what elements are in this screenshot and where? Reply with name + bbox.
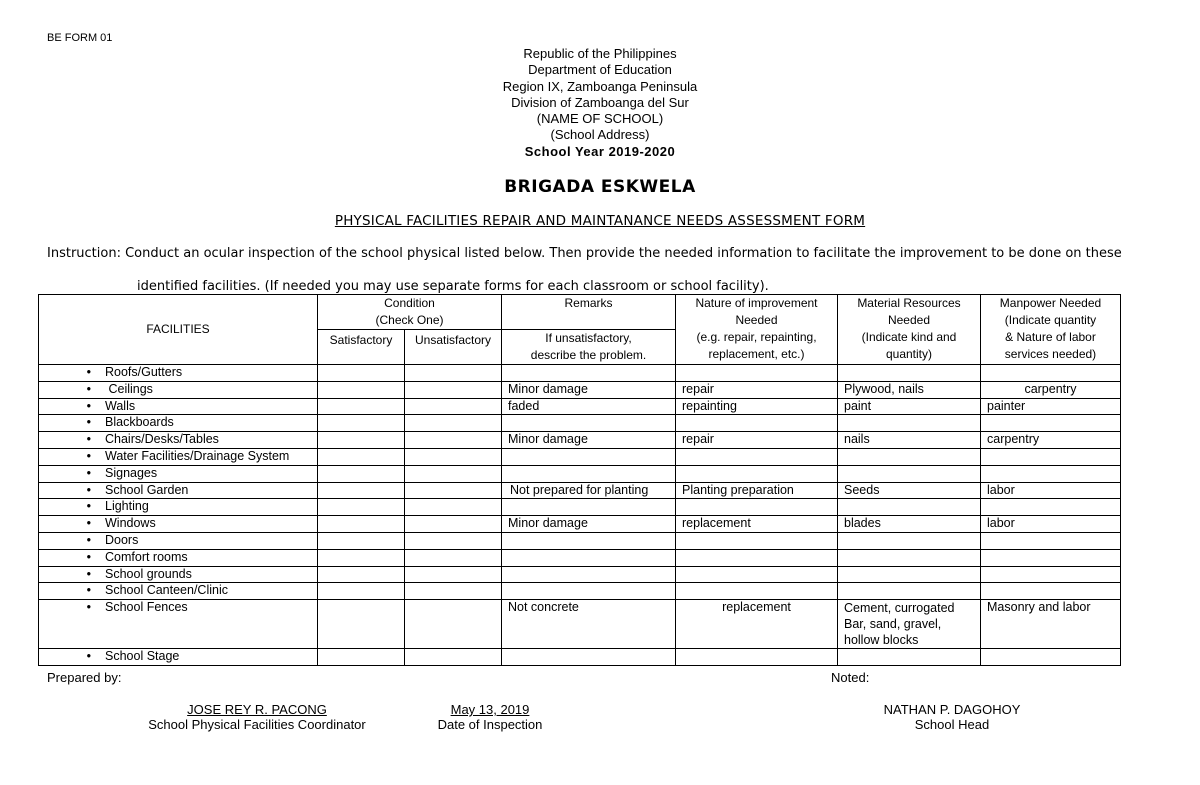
facility-name: School Garden <box>105 482 189 497</box>
nature-header-line: Nature of improvement <box>695 296 818 310</box>
satisfactory-cell[interactable] <box>318 381 405 398</box>
unsatisfactory-cell[interactable] <box>405 532 502 549</box>
table-row <box>39 549 1121 566</box>
unsatisfactory-cell[interactable] <box>405 365 502 382</box>
nature-header-line: Needed <box>735 313 778 327</box>
nature-cell[interactable]: repair <box>676 432 838 449</box>
manpower-cell[interactable] <box>981 532 1121 549</box>
nature-cell[interactable]: Planting preparation <box>676 482 838 499</box>
bullet: • <box>86 465 91 480</box>
unsatisfactory-cell[interactable] <box>405 415 502 432</box>
remarks-cell[interactable] <box>502 549 676 566</box>
bullet: • <box>86 532 91 547</box>
nature-cell[interactable] <box>676 465 838 482</box>
facility-name: School Stage <box>105 649 180 664</box>
table-row <box>39 415 1121 432</box>
manpower-cell[interactable]: carpentry <box>981 381 1121 398</box>
satisfactory-cell[interactable] <box>318 600 405 649</box>
remarks-cell[interactable]: Not prepared for planting <box>502 482 676 499</box>
noted-label: Noted: <box>831 670 870 685</box>
material-cell[interactable]: Cement, currogated Bar, sand, gravel, hollow blocks <box>838 600 981 649</box>
manpower-cell[interactable]: carpentry <box>981 432 1121 449</box>
facility-cell <box>39 415 318 432</box>
remarks-cell[interactable] <box>502 649 676 666</box>
assessment-table <box>38 294 1121 666</box>
unsatisfactory-cell[interactable] <box>405 499 502 516</box>
table-row <box>39 365 1121 382</box>
coordinator-title: School Physical Facilities Coordinator <box>148 717 366 732</box>
condition-header-sub: (Check One) <box>375 313 444 327</box>
form-subtitle: PHYSICAL FACILITIES REPAIR AND MAINTANANCE NEEDS ASSESSMENT FORM <box>334 213 866 229</box>
nature-header <box>676 295 838 365</box>
table-row <box>39 532 1121 549</box>
facility-cell <box>39 432 318 449</box>
nature-cell[interactable]: repair <box>676 381 838 398</box>
condition-header-label: Condition <box>384 296 435 310</box>
table-row <box>39 499 1121 516</box>
remarks-subheader-line: If unsatisfactory, <box>545 331 632 345</box>
facility-name: Chairs/Desks/Tables <box>105 432 219 447</box>
facility-name: Ceilings <box>105 381 153 396</box>
material-cell[interactable] <box>838 532 981 549</box>
manpower-cell[interactable] <box>981 566 1121 583</box>
school-head-signature <box>852 702 1052 732</box>
manpower-header-line: & Nature of labor <box>1005 330 1096 344</box>
bullet: • <box>86 381 91 396</box>
facility-cell <box>39 365 318 382</box>
nature-cell[interactable] <box>676 532 838 549</box>
nature-header-line: replacement, etc.) <box>708 347 805 361</box>
unsatisfactory-cell[interactable] <box>405 465 502 482</box>
manpower-cell[interactable]: painter <box>981 398 1121 415</box>
table-row <box>39 482 1121 499</box>
manpower-header-line: (Indicate quantity <box>1004 313 1097 327</box>
bullet: • <box>86 499 91 514</box>
satisfactory-cell[interactable] <box>318 448 405 465</box>
table-row <box>39 566 1121 583</box>
manpower-cell[interactable] <box>981 549 1121 566</box>
material-cell[interactable]: Plywood, nails <box>838 381 981 398</box>
remarks-cell[interactable] <box>502 566 676 583</box>
inspection-date-value: May 13, 2019 <box>450 702 530 717</box>
facilities-header: FACILITIES <box>39 295 318 365</box>
material-cell[interactable] <box>838 566 981 583</box>
facility-name: School grounds <box>105 566 192 581</box>
facility-name: Windows <box>105 516 156 531</box>
manpower-cell[interactable] <box>981 583 1121 600</box>
satisfactory-cell[interactable] <box>318 415 405 432</box>
satisfactory-cell[interactable] <box>318 432 405 449</box>
letterhead-line: Republic of the Philippines <box>523 46 677 61</box>
remarks-subheader-line: describe the problem. <box>530 348 647 362</box>
remarks-cell[interactable] <box>502 583 676 600</box>
facility-cell <box>39 549 318 566</box>
material-cell[interactable] <box>838 365 981 382</box>
satisfactory-cell[interactable] <box>318 649 405 666</box>
table-row <box>39 516 1121 533</box>
satisfactory-cell[interactable] <box>318 499 405 516</box>
satisfactory-header: Satisfactory <box>318 330 405 365</box>
material-cell[interactable]: paint <box>838 398 981 415</box>
facility-name: Comfort rooms <box>105 549 188 564</box>
remarks-cell[interactable] <box>502 365 676 382</box>
unsatisfactory-cell[interactable] <box>405 448 502 465</box>
material-header-line: quantity) <box>885 347 933 361</box>
facility-name: Walls <box>105 398 136 413</box>
material-header-line: (Indicate kind and <box>861 330 957 344</box>
letterhead-line: (NAME OF SCHOOL) <box>536 111 664 127</box>
satisfactory-cell[interactable] <box>318 532 405 549</box>
nature-cell[interactable] <box>676 365 838 382</box>
bullet: • <box>86 398 91 413</box>
unsatisfactory-cell[interactable] <box>405 549 502 566</box>
nature-cell[interactable]: replacement <box>676 600 838 649</box>
nature-cell[interactable] <box>676 583 838 600</box>
manpower-cell[interactable]: labor <box>981 516 1121 533</box>
coordinator-signature <box>137 702 377 732</box>
coordinator-name: JOSE REY R. PACONG <box>187 702 327 717</box>
remarks-cell[interactable] <box>502 532 676 549</box>
nature-cell[interactable]: replacement <box>676 516 838 533</box>
bullet: • <box>86 365 91 379</box>
manpower-cell[interactable] <box>981 499 1121 516</box>
remarks-header: Remarks <box>502 295 676 330</box>
nature-cell[interactable] <box>676 499 838 516</box>
nature-cell[interactable] <box>676 566 838 583</box>
inspection-date <box>420 702 560 732</box>
unsatisfactory-cell[interactable] <box>405 381 502 398</box>
unsatisfactory-cell[interactable] <box>405 398 502 415</box>
facility-cell <box>39 532 318 549</box>
unsatisfactory-cell[interactable] <box>405 600 502 649</box>
manpower-header <box>981 295 1121 365</box>
satisfactory-cell[interactable] <box>318 516 405 533</box>
table-row <box>39 583 1121 600</box>
facility-name: Lighting <box>105 499 149 514</box>
facility-cell <box>39 566 318 583</box>
manpower-header-line: services needed) <box>1004 347 1097 361</box>
material-header <box>838 295 981 365</box>
letterhead <box>0 46 1200 160</box>
unsatisfactory-cell[interactable] <box>405 566 502 583</box>
remarks-cell[interactable]: Minor damage <box>502 432 676 449</box>
bullet: • <box>86 415 91 430</box>
instruction-text-continued: identified facilities. (If needed you may use separate forms for each classroom or school facility). <box>137 279 769 294</box>
remarks-cell[interactable]: Minor damage <box>502 516 676 533</box>
form-title: BRIGADA ESKWELA <box>504 177 696 197</box>
form-id: BE FORM 01 <box>47 32 113 44</box>
school-year: School Year 2019-2020 <box>524 143 676 159</box>
manpower-cell[interactable] <box>981 448 1121 465</box>
remarks-cell[interactable]: Not concrete <box>502 600 676 649</box>
material-cell[interactable] <box>838 649 981 666</box>
bullet: • <box>86 566 91 581</box>
manpower-cell[interactable] <box>981 649 1121 666</box>
remarks-cell[interactable] <box>502 465 676 482</box>
nature-header-line: (e.g. repair, repainting, <box>696 330 817 344</box>
unsatisfactory-cell[interactable] <box>405 516 502 533</box>
material-header-line: Material Resources <box>857 296 961 310</box>
remarks-cell[interactable] <box>502 448 676 465</box>
school-head-title: School Head <box>914 717 990 732</box>
table-row <box>39 448 1121 465</box>
condition-header <box>318 295 502 330</box>
school-head-name: NATHAN P. DAGOHOY <box>883 702 1021 717</box>
remarks-cell[interactable]: faded <box>502 398 676 415</box>
facility-cell <box>39 499 318 516</box>
unsatisfactory-header: Unsatisfactory <box>405 330 502 365</box>
facility-cell <box>39 583 318 600</box>
facility-name: Signages <box>105 465 158 480</box>
letterhead-line: (School Address) <box>550 127 650 143</box>
facility-cell <box>39 381 318 398</box>
facility-cell <box>39 398 318 415</box>
satisfactory-cell[interactable] <box>318 398 405 415</box>
remarks-cell[interactable]: Minor damage <box>502 381 676 398</box>
nature-cell[interactable]: repainting <box>676 398 838 415</box>
letterhead-line: Region IX, Zamboanga Peninsula <box>502 78 698 94</box>
facility-cell <box>39 516 318 533</box>
material-cell[interactable]: nails <box>838 432 981 449</box>
remarks-cell[interactable] <box>502 415 676 432</box>
satisfactory-cell[interactable] <box>318 583 405 600</box>
facility-cell <box>39 448 318 465</box>
table-row <box>39 600 1121 649</box>
nature-cell[interactable] <box>676 649 838 666</box>
satisfactory-cell[interactable] <box>318 566 405 583</box>
facility-name: Blackboards <box>105 415 174 430</box>
table-row <box>39 649 1121 666</box>
satisfactory-cell[interactable] <box>318 482 405 499</box>
table-row <box>39 381 1121 398</box>
bullet: • <box>86 583 91 598</box>
material-cell[interactable]: Seeds <box>838 482 981 499</box>
letterhead-line: Department of Education <box>528 62 672 78</box>
material-cell[interactable] <box>838 448 981 465</box>
manpower-cell[interactable] <box>981 465 1121 482</box>
facility-name: School Canteen/Clinic <box>105 583 228 598</box>
letterhead-line: Division of Zamboanga del Sur <box>511 94 689 110</box>
bullet: • <box>86 649 91 664</box>
facility-name: Water Facilities/Drainage System <box>105 448 290 463</box>
unsatisfactory-cell[interactable] <box>405 482 502 499</box>
manpower-cell[interactable] <box>981 415 1121 432</box>
material-cell[interactable]: blades <box>838 516 981 533</box>
facility-cell <box>39 649 318 666</box>
bullet: • <box>86 549 91 564</box>
manpower-header-line: Manpower Needed <box>999 296 1102 310</box>
facility-name: School Fences <box>105 600 188 615</box>
satisfactory-cell[interactable] <box>318 465 405 482</box>
manpower-cell[interactable] <box>981 365 1121 382</box>
bullet: • <box>86 516 91 531</box>
inspection-date-label: Date of Inspection <box>437 717 543 732</box>
unsatisfactory-cell[interactable] <box>405 649 502 666</box>
bullet: • <box>86 432 91 447</box>
bullet: • <box>86 600 91 615</box>
remarks-subheader <box>502 330 676 365</box>
table-row <box>39 432 1121 449</box>
material-cell[interactable] <box>838 583 981 600</box>
facility-cell <box>39 600 318 649</box>
nature-cell[interactable] <box>676 415 838 432</box>
instruction-text: Instruction: Conduct an ocular inspection of the school physical listed below. Then provide the needed information to facilitate the improvement to be done on these <box>47 246 1122 261</box>
prepared-by-label: Prepared by: <box>47 670 122 685</box>
material-cell[interactable] <box>838 415 981 432</box>
material-header-line: Needed <box>887 313 931 327</box>
remarks-cell[interactable] <box>502 499 676 516</box>
bullet: • <box>86 482 91 497</box>
unsatisfactory-cell[interactable] <box>405 432 502 449</box>
satisfactory-cell[interactable] <box>318 365 405 382</box>
facility-cell <box>39 465 318 482</box>
manpower-cell[interactable]: labor <box>981 482 1121 499</box>
manpower-cell[interactable]: Masonry and labor <box>981 600 1121 649</box>
table-row <box>39 398 1121 415</box>
facility-name: Doors <box>105 532 139 547</box>
material-cell[interactable] <box>838 499 981 516</box>
unsatisfactory-cell[interactable] <box>405 583 502 600</box>
nature-cell[interactable] <box>676 549 838 566</box>
nature-cell[interactable] <box>676 448 838 465</box>
material-cell[interactable] <box>838 549 981 566</box>
material-cell[interactable] <box>838 465 981 482</box>
facility-cell <box>39 482 318 499</box>
facility-name: Roofs/Gutters <box>105 365 183 379</box>
bullet: • <box>86 448 91 463</box>
satisfactory-cell[interactable] <box>318 549 405 566</box>
table-row <box>39 465 1121 482</box>
